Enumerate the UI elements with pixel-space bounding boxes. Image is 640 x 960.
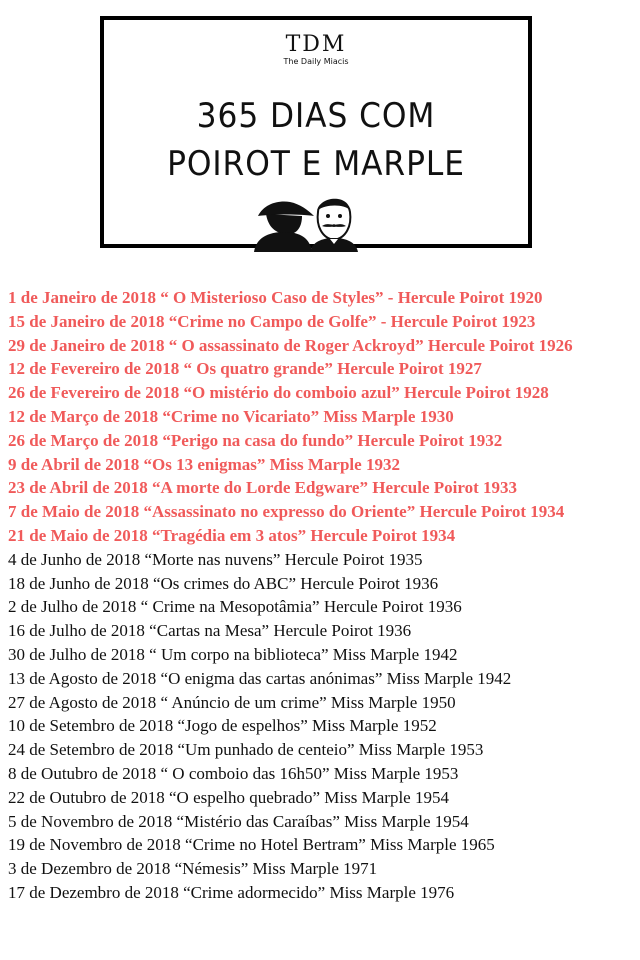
list-item: 23 de Abril de 2018 “A morte do Lorde Edgware” Hercule Poirot 1933 — [8, 478, 518, 498]
list-item: 12 de Fevereiro de 2018 “ Os quatro grande” Hercule Poirot 1927 — [8, 359, 482, 379]
list-item: 18 de Junho de 2018 “Os crimes do ABC” Hercule Poirot 1936 — [8, 573, 439, 593]
list-item: 9 de Abril de 2018 “Os 13 enigmas” Miss Marple 1932 — [8, 454, 400, 474]
list-item: 3 de Dezembro de 2018 “Némesis” Miss Marple 1971 — [8, 859, 378, 879]
list-item: 10 de Setembro de 2018 “Jogo de espelhos” Miss Marple 1952 — [8, 716, 437, 736]
list-item: 19 de Novembro de 2018 “Crime no Hotel Bertram” Miss Marple 1965 — [8, 835, 495, 855]
list-item: 30 de Julho de 2018 “ Um corpo na biblioteca” Miss Marple 1942 — [8, 644, 458, 664]
list-item: 15 de Janeiro de 2018 “Crime no Campo de Golfe” - Hercule Poirot 1923 — [8, 311, 536, 331]
list-item: 21 de Maio de 2018 “Tragédia em 3 atos” Hercule Poirot 1934 — [8, 525, 456, 545]
list-item: 7 de Maio de 2018 “Assassinato no expresso do Oriente” Hercule Poirot 1934 — [8, 502, 565, 522]
title-line-2: POIROT E MARPLE — [167, 144, 465, 184]
list-item: 2 de Julho de 2018 “ Crime na Mesopotâmia” Hercule Poirot 1936 — [8, 597, 462, 617]
list-item: 24 de Setembro de 2018 “Um punhado de centeio” Miss Marple 1953 — [8, 740, 484, 760]
detectives-silhouette-icon — [244, 192, 404, 252]
list-item: 27 de Agosto de 2018 “ Anúncio de um crime” Miss Marple 1950 — [8, 692, 456, 712]
title-line-1: 365 DIAS COM — [196, 96, 436, 136]
list-item: 1 de Janeiro de 2018 “ O Misterioso Caso de Styles” - Hercule Poirot 1920 — [8, 288, 543, 307]
logo-subtitle: The Daily Miacis — [283, 57, 349, 66]
list-item: 22 de Outubro de 2018 “O espelho quebrado” Miss Marple 1954 — [8, 787, 449, 807]
list-item: 8 de Outubro de 2018 “ O comboio das 16h50” Miss Marple 1953 — [8, 763, 459, 783]
list-item: 26 de Março de 2018 “Perigo na casa do fundo” Hercule Poirot 1932 — [8, 430, 503, 450]
book-schedule-list — [8, 286, 636, 905]
list-item: 12 de Março de 2018 “Crime no Vicariato” Miss Marple 1930 — [8, 406, 454, 426]
logo — [104, 34, 528, 67]
list-item: 29 de Janeiro de 2018 “ O assassinato de Roger Ackroyd” Hercule Poirot 1926 — [8, 335, 573, 355]
list-item: 5 de Novembro de 2018 “Mistério das Caraíbas” Miss Marple 1954 — [8, 811, 469, 831]
list-item: 13 de Agosto de 2018 “O enigma das cartas anónimas” Miss Marple 1942 — [8, 668, 512, 688]
list-item: 4 de Junho de 2018 “Morte nas nuvens” Hercule Poirot 1935 — [8, 549, 423, 569]
header-box — [100, 16, 532, 248]
list-item: 26 de Fevereiro de 2018 “O mistério do comboio azul” Hercule Poirot 1928 — [8, 383, 549, 403]
list-item: 17 de Dezembro de 2018 “Crime adormecido” Miss Marple 1976 — [8, 882, 455, 902]
list-item: 16 de Julho de 2018 “Cartas na Mesa” Hercule Poirot 1936 — [8, 621, 412, 641]
logo-mark: TDM — [285, 32, 347, 57]
